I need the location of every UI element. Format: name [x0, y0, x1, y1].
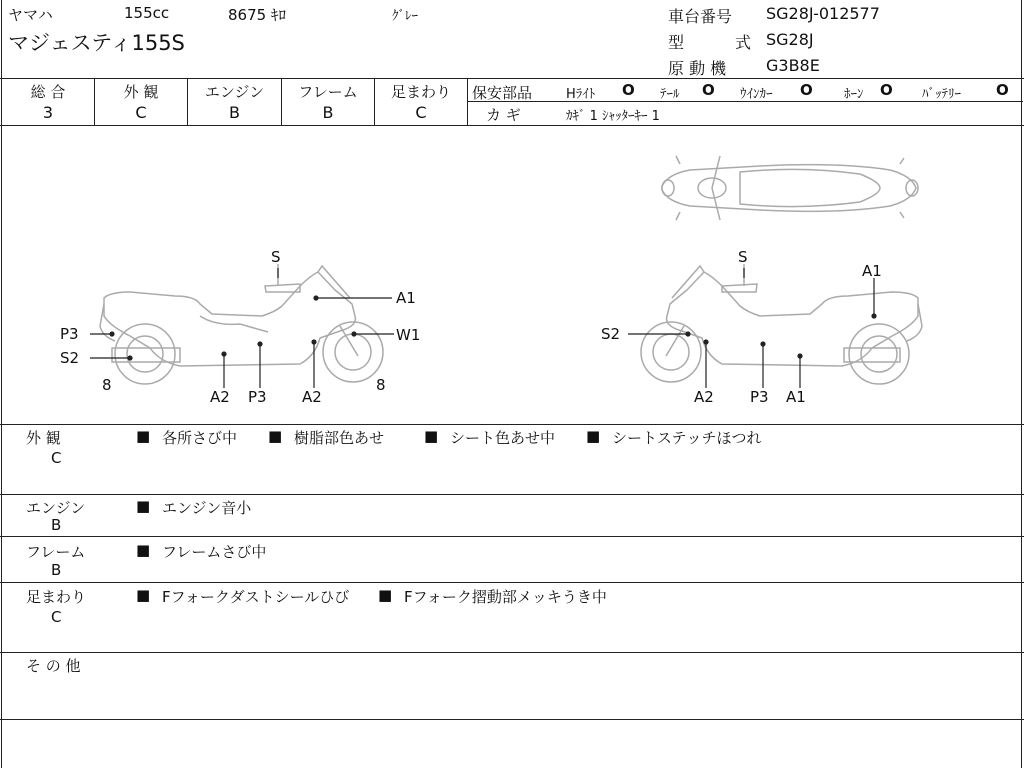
safety-mark-battery: O: [996, 81, 1009, 99]
left-label-a1: A1: [396, 289, 416, 307]
safety-mark-headlight: O: [622, 81, 635, 99]
divider: [0, 424, 1024, 425]
divider: [0, 494, 1024, 495]
type-label-2: 式: [735, 33, 752, 52]
safety-label: 保安部品: [472, 84, 533, 102]
note-label-engine: エンジン: [26, 499, 86, 517]
safety-item-tail: ﾃｰﾙ: [660, 87, 680, 102]
type-value: SG28J: [766, 30, 814, 49]
color: ｸﾞﾚｰ: [392, 9, 418, 24]
right-label-s2: S2: [601, 325, 621, 343]
note-label-appearance: 外 観: [26, 429, 61, 447]
note-item: シートステッチほつれ: [612, 429, 762, 447]
divider: [0, 536, 1024, 537]
engine-value: G3B8E: [766, 56, 820, 75]
key-value: ｶｷﾞ 1 ｼｬｯﾀｰｷｰ 1: [566, 109, 660, 124]
note-item: Fフォークダストシールひび: [162, 588, 350, 606]
grade-label-appearance: 外 観: [123, 83, 159, 101]
note-grade-appearance: C: [51, 449, 62, 467]
note-grade-engine: B: [51, 516, 62, 534]
bullet: ■: [136, 541, 151, 559]
right-label-s: S: [738, 248, 748, 266]
note-label-frame: フレーム: [26, 543, 86, 561]
right-label-a1: A1: [862, 262, 882, 280]
grade-label-suspension: 足まわり: [390, 83, 451, 101]
safety-item-headlight: Hﾗｲﾄ: [566, 87, 596, 102]
right-labels: [601, 248, 882, 406]
engine-label: 原 動 機: [668, 59, 727, 78]
note-item: フレームさび中: [162, 543, 267, 561]
note-grade-suspension: C: [51, 608, 62, 626]
divider: [0, 582, 1024, 583]
note-grade-frame: B: [51, 561, 62, 579]
grade-label-engine: エンジン: [204, 83, 265, 101]
left-label-8-front: 8: [376, 376, 386, 394]
right-label-p3: P3: [750, 388, 769, 406]
bullet: ■: [424, 427, 439, 445]
note-item: 樹脂部色あせ: [294, 429, 385, 447]
mileage: 8675 ｷﾛ: [228, 6, 286, 24]
note-item: シート色あせ中: [450, 429, 556, 447]
bullet: ■: [378, 586, 393, 604]
displacement: 155cc: [124, 4, 170, 22]
note-label-other: そ の 他: [26, 657, 81, 675]
safety-item-horn: ﾎｰﾝ: [844, 87, 864, 102]
safety-item-winker: ｳｲﾝｶｰ: [740, 87, 773, 102]
left-label-w1: W1: [396, 326, 421, 344]
grade-label-overall: 総 合: [30, 83, 66, 101]
maker: ヤマハ: [8, 6, 53, 24]
frame-no-label: 車台番号: [668, 7, 733, 26]
bullet: ■: [586, 427, 601, 445]
right-label-a1-bottom: A1: [786, 388, 806, 406]
grade-value-frame: B: [322, 103, 334, 122]
grade-value-engine: B: [229, 103, 240, 122]
divider: [0, 652, 1024, 653]
divider: [0, 78, 1024, 79]
left-label-p3-bottom: P3: [248, 388, 267, 406]
note-item: 各所さび中: [162, 429, 238, 447]
right-scooter-drawing: [641, 264, 922, 384]
left-label-8-rear: 8: [102, 376, 112, 394]
left-label-p3: P3: [60, 325, 79, 343]
safety-mark-winker: O: [800, 81, 813, 99]
grade-label-frame: フレーム: [298, 83, 358, 101]
safety-mark-tail: O: [702, 81, 715, 99]
frame-no: SG28J-012577: [766, 4, 880, 23]
left-scooter-drawing: [100, 264, 383, 384]
bullet: ■: [136, 586, 151, 604]
note-label-suspension: 足まわり: [26, 588, 87, 606]
left-label-a2: A2: [210, 388, 230, 406]
key-label: カ ギ: [486, 106, 521, 124]
bullet: ■: [136, 427, 151, 445]
grade-value-overall: 3: [42, 103, 54, 122]
bullet: ■: [136, 497, 151, 515]
left-label-a2-2: A2: [302, 388, 322, 406]
right-callouts: [628, 268, 876, 388]
grade-value-appearance: C: [135, 103, 147, 122]
grade-value-suspension: C: [415, 103, 427, 122]
type-label-1: 型: [668, 33, 685, 52]
top-view-scooter-drawing: [662, 156, 918, 220]
note-item: エンジン音小: [162, 499, 252, 517]
scooter-diagram: [0, 126, 1024, 424]
safety-item-battery: ﾊﾞｯﾃﾘｰ: [922, 87, 961, 102]
note-item: Fフォーク摺動部メッキうき中: [404, 588, 607, 606]
safety-mark-horn: O: [880, 81, 893, 99]
left-label-s2: S2: [60, 349, 80, 367]
left-label-s: S: [271, 248, 281, 266]
right-label-a2: A2: [694, 388, 714, 406]
model-name: マジェスティ155S: [8, 31, 185, 55]
divider: [0, 719, 1024, 720]
bullet: ■: [268, 427, 283, 445]
